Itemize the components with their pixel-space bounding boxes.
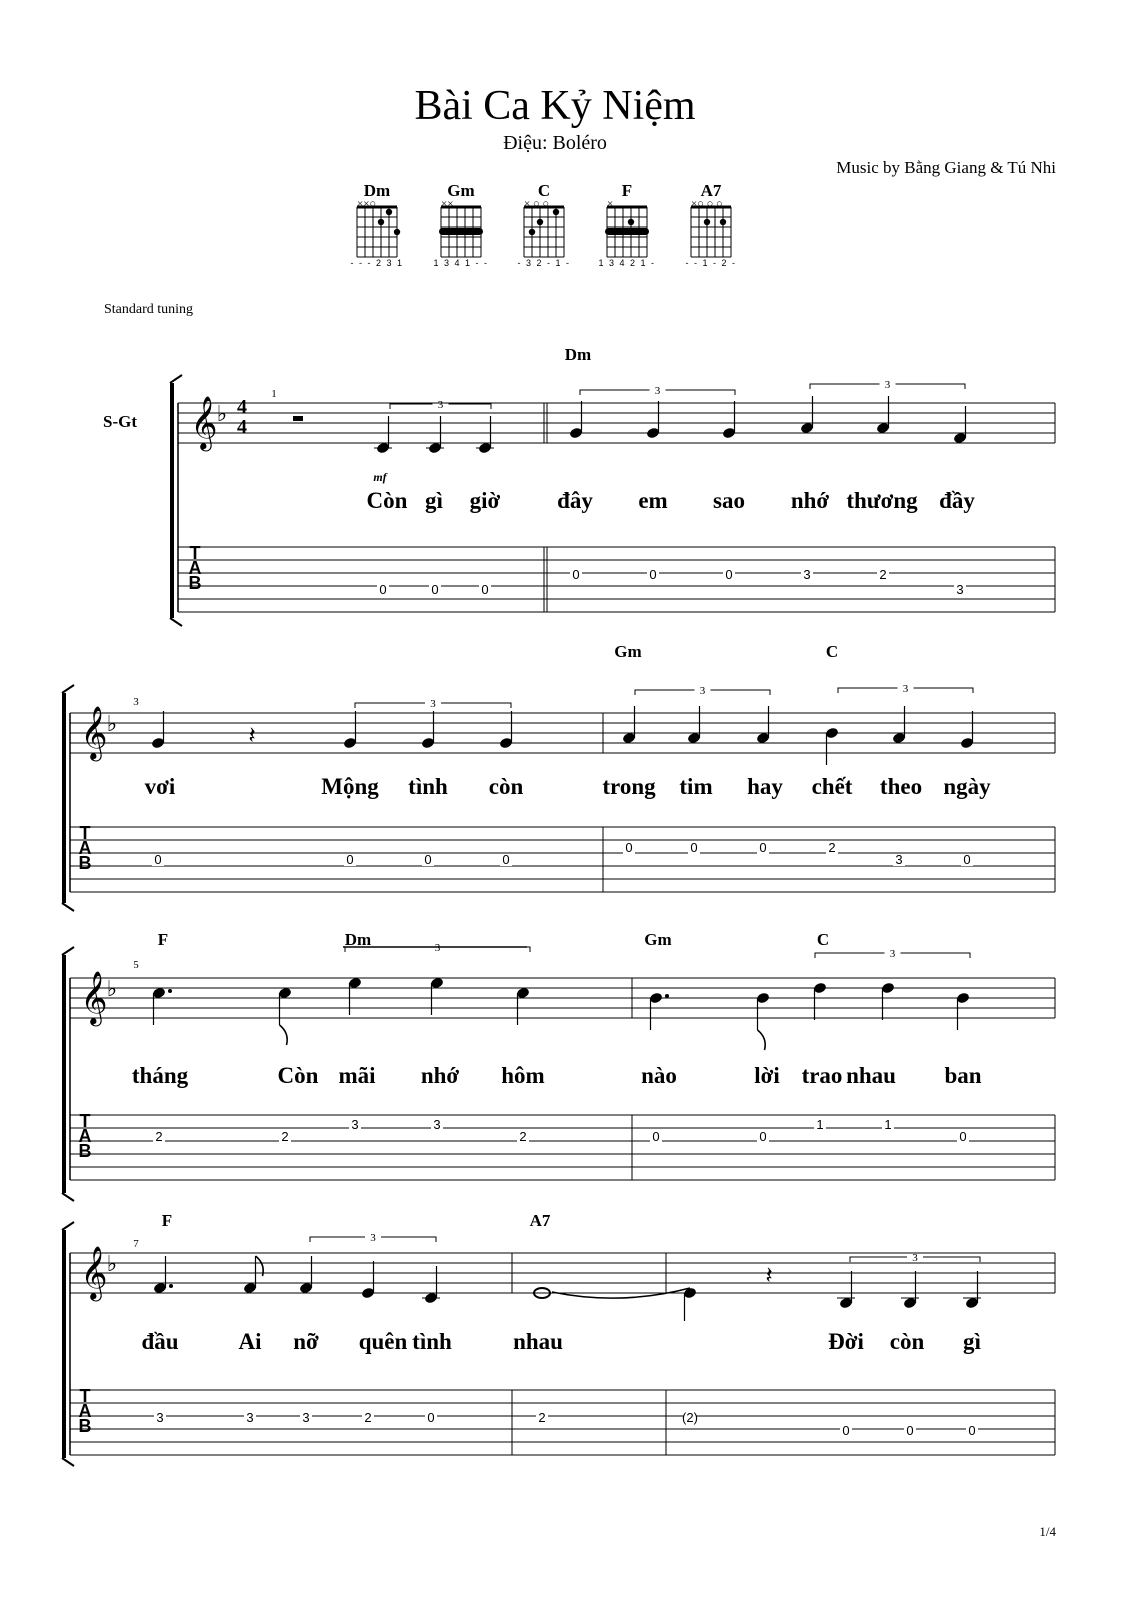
lyric-syllable: gì: [963, 1329, 981, 1354]
measure-number: 7: [133, 1238, 139, 1250]
tuplet-number: 3: [654, 385, 661, 397]
chord-diagram-name: Gm: [447, 181, 475, 200]
lyric-syllable: đầy: [939, 488, 975, 513]
song-subtitle: Điệu: Boléro: [503, 132, 607, 154]
tab-fret-number: 0: [154, 852, 162, 867]
tab-fret-number: 1: [884, 1117, 892, 1132]
tab-fret-number: 0: [963, 852, 971, 867]
brace-hook: [170, 618, 182, 626]
chord-name: Dm: [564, 345, 592, 364]
lyric-syllable: hay: [747, 774, 783, 799]
finger-dot: [620, 229, 626, 235]
tab-fret-number: 0: [572, 567, 580, 582]
tab-clef-letter: A: [78, 1401, 92, 1421]
tab-fret-number: 0: [346, 852, 354, 867]
lyric-syllable: trao: [801, 1063, 843, 1088]
lyric-syllable: nào: [641, 1063, 677, 1088]
tab-clef-letter: T: [189, 543, 201, 563]
quarter-rest-icon: 𝄽: [765, 1261, 773, 1289]
lyric-syllable: thương: [846, 488, 918, 513]
measure-number: 5: [133, 959, 139, 971]
chord-diagram-name: A7: [700, 181, 722, 200]
tab-fret-number: 0: [968, 1423, 976, 1438]
tuplet-number: 3: [370, 1232, 376, 1244]
lyric-syllable: giờ: [469, 488, 501, 513]
tab-fret-number: 2: [538, 1410, 546, 1425]
chord-name: Gm: [644, 930, 672, 949]
dot: [665, 994, 669, 998]
tab-fret-number: 0: [625, 840, 633, 855]
tab-fret-number: 2: [828, 840, 836, 855]
tab-fret-number: 0: [759, 840, 767, 855]
tab-clef-letter: B: [78, 1416, 92, 1436]
brace-hook: [62, 1222, 74, 1230]
tab-fret-number: 0: [690, 840, 698, 855]
note-flag: [280, 1025, 288, 1045]
fingering-label: 1 3 4 2 1 -: [598, 258, 656, 268]
brace-hook: [62, 1458, 74, 1466]
string-markers: ××○: [357, 198, 377, 210]
song-title: Bài Ca Kỷ Niệm: [414, 83, 696, 129]
fingering-label: - - - 2 3 1: [350, 258, 404, 268]
tab-fret-number: (2): [682, 1410, 698, 1425]
lyric-syllable: tim: [679, 774, 713, 799]
chord-diagram-name: Dm: [363, 181, 391, 200]
dot: [168, 989, 172, 993]
lyric-syllable: nỡ: [293, 1329, 319, 1354]
time-signature-bottom: 4: [237, 416, 247, 438]
lyric-syllable: mãi: [338, 1063, 376, 1088]
tab-fret-number: 3: [302, 1410, 310, 1425]
fingering-label: - - 1 - 2 -: [685, 258, 737, 268]
tab-clef-letter: A: [188, 558, 202, 578]
tab-fret-number: 0: [959, 1129, 967, 1144]
tuplet-number: 3: [884, 379, 891, 391]
lyric-syllable: đầu: [141, 1329, 179, 1354]
tab-clef-letter: T: [79, 823, 91, 843]
treble-clef-icon: 𝄞: [190, 395, 218, 449]
tab-fret-number: 2: [364, 1410, 372, 1425]
tab-fret-number: 0: [379, 582, 387, 597]
tab-fret-number: 3: [956, 582, 964, 597]
time-signature-top: 4: [237, 396, 247, 418]
lyric-syllable: nhau: [513, 1329, 563, 1354]
lyric-syllable: em: [638, 488, 668, 513]
tab-fret-number: 2: [879, 567, 887, 582]
dot: [169, 1284, 173, 1288]
finger-dot: [454, 229, 460, 235]
chord-name: Gm: [614, 642, 642, 661]
tab-clef-letter: B: [78, 853, 92, 873]
tab-fret-number: 0: [842, 1423, 850, 1438]
chord-diagram-name: F: [621, 181, 633, 200]
lyric-syllable: lời: [754, 1063, 780, 1088]
finger-dot: [446, 229, 452, 235]
key-flat-icon: ♭: [106, 712, 118, 737]
treble-clef-icon: 𝄞: [80, 1245, 108, 1299]
treble-clef-icon: 𝄞: [80, 970, 108, 1024]
key-flat-icon: ♭: [216, 402, 228, 427]
lyric-syllable: nhau: [846, 1063, 896, 1088]
finger-dot: [529, 229, 535, 235]
tuplet-number: 3: [912, 1252, 918, 1264]
tab-fret-number: 3: [895, 852, 903, 867]
lyric-syllable: vơi: [144, 774, 176, 799]
tab-fret-number: 3: [351, 1117, 359, 1132]
tuplet-number: 3: [902, 683, 909, 695]
tuplet-number: 3: [889, 948, 896, 960]
tab-fret-number: 3: [156, 1410, 164, 1425]
tab-clef-letter: B: [78, 1141, 92, 1161]
brace-hook: [170, 375, 182, 383]
composer-credit: Music by Bằng Giang & Tú Nhi: [836, 158, 1056, 177]
lyric-syllable: nhớ: [790, 488, 830, 513]
tuning-label: Standard tuning: [104, 302, 194, 317]
lyric-syllable: Còn: [366, 488, 408, 513]
tab-clef-letter: B: [188, 573, 202, 593]
tab-fret-number: 0: [502, 852, 510, 867]
barre-marker: [439, 228, 483, 235]
fingering-label: 1 3 4 1 - -: [433, 258, 489, 268]
measure-number: 3: [133, 696, 139, 708]
lyric-syllable: đây: [557, 488, 593, 513]
half-rest: [293, 416, 303, 421]
chord-name: F: [161, 1211, 173, 1230]
dynamic-marking: mf: [373, 470, 387, 484]
finger-dot: [704, 219, 710, 225]
chord-name: C: [816, 930, 830, 949]
lyric-syllable: Đời: [828, 1329, 864, 1354]
fingering-label: - 3 2 - 1 -: [517, 258, 571, 268]
finger-dot: [628, 219, 634, 225]
string-markers: × ○ ○: [524, 198, 549, 210]
lyric-syllable: tình: [408, 774, 448, 799]
tab-fret-number: 0: [431, 582, 439, 597]
tab-clef-letter: T: [79, 1111, 91, 1131]
note-flag: [758, 1030, 766, 1050]
instrument-label: S-Gt: [103, 412, 137, 431]
finger-dot: [386, 209, 392, 215]
string-markers: ×: [607, 198, 614, 210]
tab-fret-number: 0: [424, 852, 432, 867]
lyric-syllable: hôm: [501, 1063, 545, 1088]
lyric-syllable: sao: [713, 488, 745, 513]
measure-number: 1: [271, 388, 277, 400]
tuplet-number: 3: [430, 698, 436, 710]
chord-name: F: [157, 930, 169, 949]
chord-diagram-name: C: [537, 181, 551, 200]
lyric-syllable: còn: [488, 774, 524, 799]
chord-name: A7: [529, 1211, 551, 1230]
treble-clef-icon: 𝄞: [80, 705, 108, 759]
finger-dot: [720, 219, 726, 225]
key-flat-icon: ♭: [106, 1252, 118, 1277]
tab-fret-number: 0: [906, 1423, 914, 1438]
finger-dot: [378, 219, 384, 225]
tab-clef-letter: A: [78, 1126, 92, 1146]
lyric-syllable: ngày: [943, 774, 991, 799]
string-markers: ××: [441, 198, 454, 210]
lyric-syllable: Ai: [238, 1329, 262, 1354]
finger-dot: [394, 229, 400, 235]
lyric-syllable: còn: [889, 1329, 925, 1354]
tab-clef-letter: A: [78, 838, 92, 858]
brace-hook: [62, 1193, 74, 1201]
tab-clef-letter: T: [79, 1386, 91, 1406]
lyric-syllable: tháng: [131, 1063, 189, 1088]
tab-fret-number: 0: [427, 1410, 435, 1425]
tab-fret-number: 0: [759, 1129, 767, 1144]
quarter-rest-icon: 𝄽: [248, 721, 256, 749]
key-flat-icon: ♭: [106, 977, 118, 1002]
lyric-syllable: tình: [412, 1329, 452, 1354]
lyric-syllable: ban: [944, 1063, 982, 1088]
finger-dot: [537, 219, 543, 225]
tab-fret-number: 0: [725, 567, 733, 582]
chord-name: Dm: [344, 930, 372, 949]
lyric-syllable: theo: [879, 774, 923, 799]
tab-fret-number: 2: [155, 1129, 163, 1144]
tab-fret-number: 2: [519, 1129, 527, 1144]
lyric-syllable: nhớ: [420, 1063, 460, 1088]
tab-fret-number: 1: [816, 1117, 824, 1132]
lyric-syllable: chết: [811, 774, 853, 799]
page-number: 1/4: [1039, 1524, 1056, 1539]
tab-fret-number: 0: [481, 582, 489, 597]
tab-fret-number: 0: [652, 1129, 660, 1144]
tuplet-number: 3: [437, 399, 444, 411]
chord-name: C: [825, 642, 839, 661]
finger-dot: [553, 209, 559, 215]
string-markers: ×○ ○ ○: [691, 198, 723, 210]
tuplet-number: 3: [699, 685, 706, 697]
brace-hook: [62, 903, 74, 911]
finger-dot: [612, 229, 618, 235]
brace-hook: [62, 685, 74, 693]
lyric-syllable: gì: [425, 488, 443, 513]
lyric-syllable: trong: [602, 774, 656, 799]
tab-fret-number: 3: [433, 1117, 441, 1132]
tuplet-number: 3: [434, 942, 441, 954]
tab-fret-number: 3: [246, 1410, 254, 1425]
tab-fret-number: 0: [649, 567, 657, 582]
tab-fret-number: 3: [803, 567, 811, 582]
tab-fret-number: 2: [281, 1129, 289, 1144]
brace-hook: [62, 947, 74, 955]
lyric-syllable: quên: [358, 1329, 408, 1354]
lyric-syllable: Còn: [277, 1063, 319, 1088]
lyric-syllable: Mộng: [321, 774, 379, 799]
barre-marker: [605, 228, 649, 235]
